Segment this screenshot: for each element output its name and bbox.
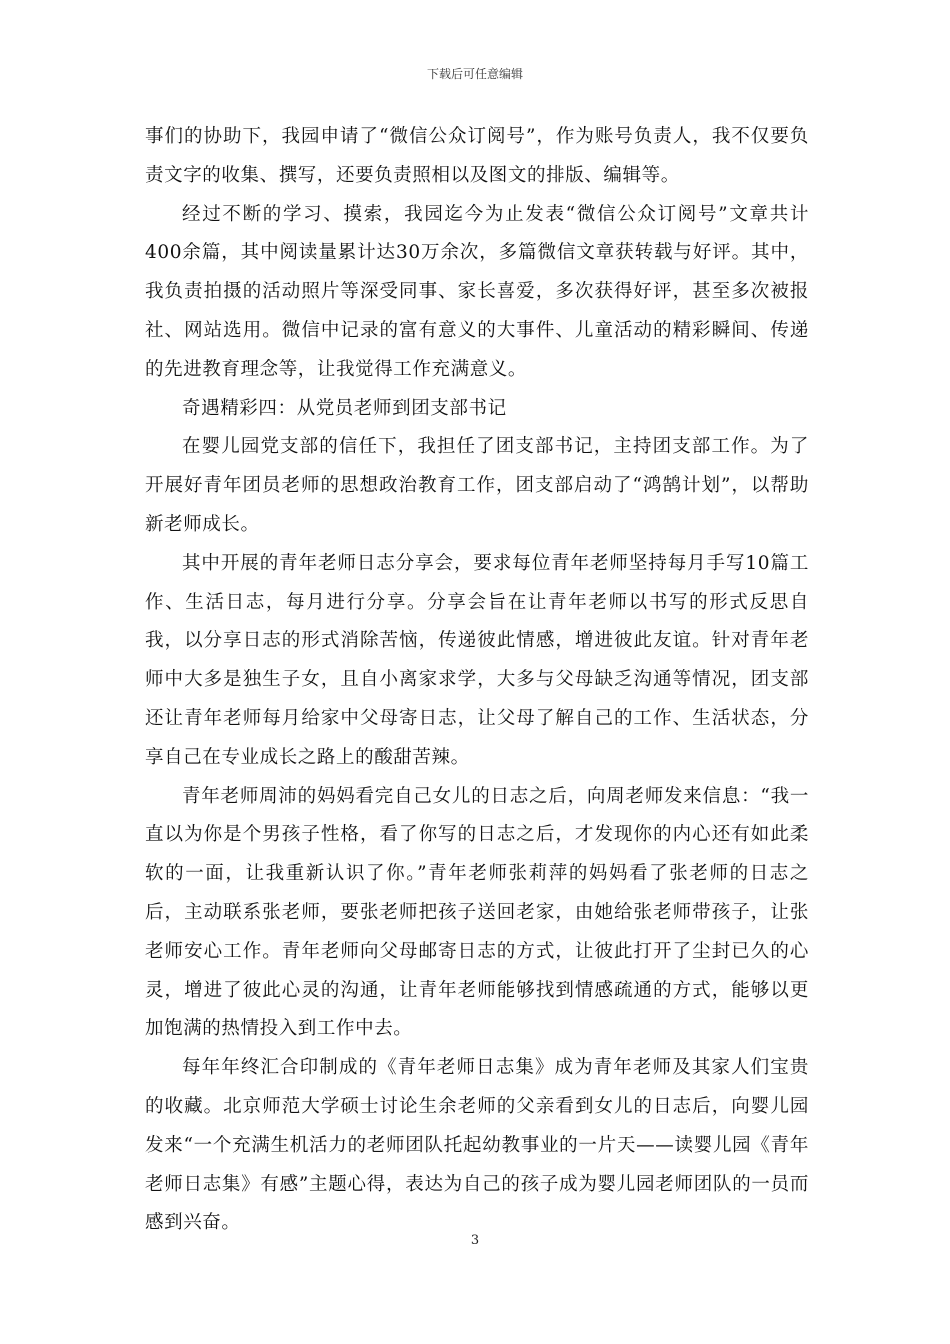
paragraph-diary-collection: 每年年终汇合印制成的《青年老师日志集》成为青年老师及其家人们宝贵的收藏。北京师范大学硕士讨论生余老师的父亲看到女儿的日志后，向婴儿园发来“一个充满生机活力的老师团队托起幼教事业的一片天——读婴儿园《青年老师日志集》有感”主题心得，表达为自己的孩子成为婴儿园老师团队的一员而感到兴奋。: [145, 1057, 809, 1234]
paragraph-league-secretary: 在婴儿园党支部的信任下，我担任了团支部书记，主持团支部工作。为了开展好青年团员老师的思想政治教育工作，团支部启动了“鸿鹄计划”，以帮助新老师成长。: [145, 436, 809, 535]
document-body: [145, 118, 809, 1243]
paragraph-continuation: 事们的协助下，我园申请了“微信公众订阅号”，作为账号负责人，我不仅要负责文字的收集、撰写，还要负责照相以及图文的排版、编辑等。: [145, 126, 809, 186]
paragraph-parent-feedback: 青年老师周沛的妈妈看完自己女儿的日志之后，向周老师发来信息：“我一直以为你是个男孩子性格，看了你写的日志之后，才发现你的内心还有如此柔软的一面，让我重新认识了你。”青年老师张莉萍的妈妈看了张老师的日志之后，主动联系张老师，要张老师把孩子送回老家，由她给张老师带孩子，让张老师安心工作。青年老师向父母邮寄日志的方式，让彼此打开了尘封已久的心灵，增进了彼此心灵的沟通，让青年老师能够找到情感疏通的方式，能够以更加饱满的热情投入到工作中去。: [145, 785, 809, 1040]
section-heading: 奇遇精彩四：从党员老师到团支部书记: [182, 397, 507, 419]
page-number: 3: [470, 1233, 480, 1248]
page-header: 下载后可任意编辑: [426, 67, 523, 81]
paragraph-wechat-results: 经过不断的学习、摸索，我园迄今为止发表“微信公众订阅号”文章共计400余篇，其中阅读量累计达30万余次，多篇微信文章获转载与好评。其中，我负责拍摄的活动照片等深受同事、家长喜爱，多次获得好评，甚至多次被报社、网站选用。微信中记录的富有意义的大事件、儿童活动的精彩瞬间、传递的先进教育理念等，让我觉得工作充满意义。: [145, 203, 809, 380]
paragraph-diary-sharing: 其中开展的青年老师日志分享会，要求每位青年老师坚持每月手写10篇工作、生活日志，每月进行分享。分享会旨在让青年老师以书写的形式反思自我，以分享日志的形式消除苦恼，传递彼此情感，增进彼此友谊。针对青年老师中大多是独生子女，且自小离家求学，大多与父母缺乏沟通等情况，团支部还让青年老师每月给家中父母寄日志，让父母了解自己的工作、生活状态，分享自己在专业成长之路上的酸甜苦辣。: [145, 552, 809, 768]
